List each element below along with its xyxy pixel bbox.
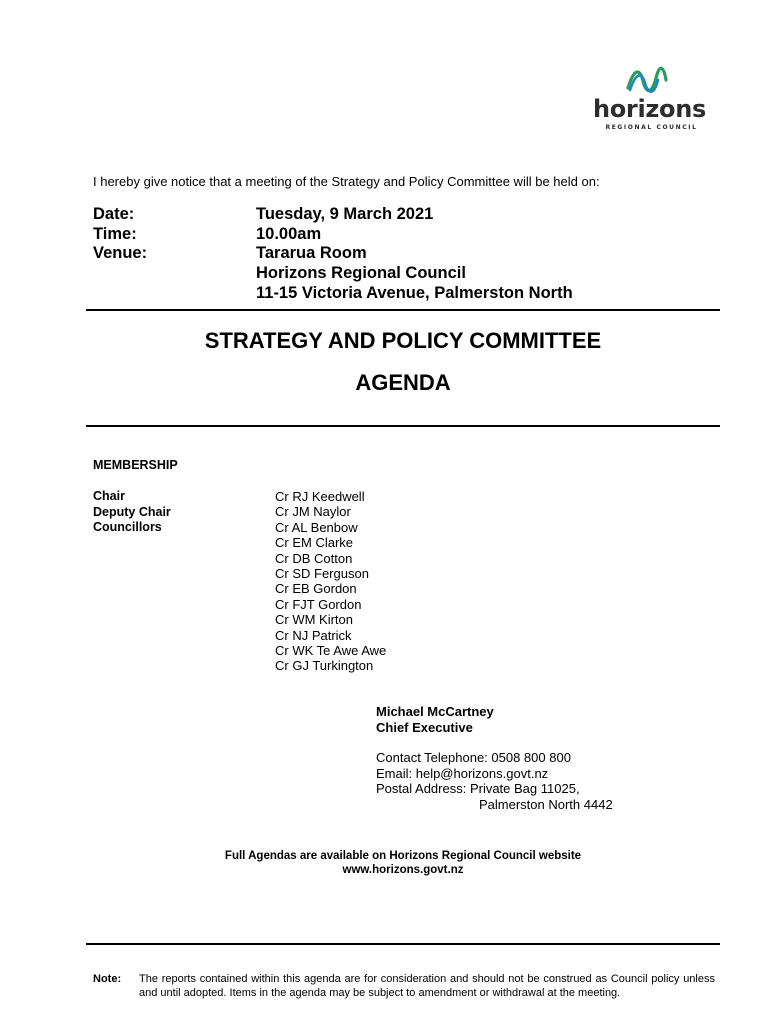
member-name: Cr SD Ferguson [275, 565, 369, 581]
venue-line: 11-15 Victoria Avenue, Palmerston North [256, 284, 573, 302]
role-councillors: Councillors [93, 520, 162, 534]
venue-line: Horizons Regional Council [256, 264, 466, 282]
divider [86, 309, 720, 311]
role-deputy-chair: Deputy Chair [93, 505, 171, 519]
venue-line: Tararua Room [256, 244, 367, 262]
member-name: Cr RJ Keedwell [275, 489, 365, 504]
meeting-notice: I hereby give notice that a meeting of the Strategy and Policy Committee will be held on: [93, 174, 600, 189]
member-name: Cr NJ Patrick [275, 627, 352, 643]
website-link[interactable]: www.horizons.govt.nz [342, 864, 464, 876]
divider [86, 943, 720, 945]
member-list [275, 489, 386, 674]
contact-telephone: Contact Telephone: 0508 800 800 [376, 750, 571, 765]
postal-address: Postal Address: Private Bag 11025, [376, 781, 580, 796]
note-label: Note: [93, 973, 122, 985]
member-name: Cr EM Clarke [275, 535, 354, 551]
executive-title: Chief Executive [376, 720, 473, 735]
member-name: Cr DB Cotton [275, 550, 353, 566]
note-text: The reports contained within this agenda are for consideration and should not be construed as Council policy unless and until adopted. Items in the agenda may be subject to amendment or withdrawal at the meeting. [139, 973, 715, 999]
date-label: Date: [93, 205, 135, 223]
postal-address-city: Palmerston North 4442 [479, 797, 613, 812]
member-name: Cr WM Kirton [275, 612, 353, 628]
divider [86, 425, 720, 427]
time-label: Time: [93, 225, 137, 243]
agenda-availability: Full Agendas are available on Horizons Regional Council website [224, 850, 582, 862]
role-chair: Chair [93, 489, 125, 503]
member-name: Cr AL Benbow [275, 519, 358, 535]
member-name: Cr EB Gordon [275, 581, 357, 597]
committee-title: STRATEGY AND POLICY COMMITTEE [204, 328, 602, 353]
wave-logo-icon [626, 66, 668, 96]
membership-heading: MEMBERSHIP [93, 458, 178, 472]
horizons-logo [592, 66, 707, 136]
contact-email: Email: help@horizons.govt.nz [376, 766, 549, 781]
agenda-title: AGENDA [355, 370, 451, 395]
date-value: Tuesday, 9 March 2021 [256, 205, 434, 223]
time-value: 10.00am [256, 225, 322, 243]
executive-name: Michael McCartney [376, 704, 494, 719]
logo-subtitle: REGIONAL COUNCIL [605, 124, 698, 131]
member-name: Cr FJT Gordon [275, 596, 362, 612]
member-name: Cr WK Te Awe Awe [275, 642, 387, 658]
logo-wordmark: horizons [592, 95, 707, 123]
member-name: Cr GJ Turkington [275, 658, 374, 674]
member-name: Cr JM Naylor [275, 504, 351, 520]
venue-label: Venue: [93, 244, 148, 262]
